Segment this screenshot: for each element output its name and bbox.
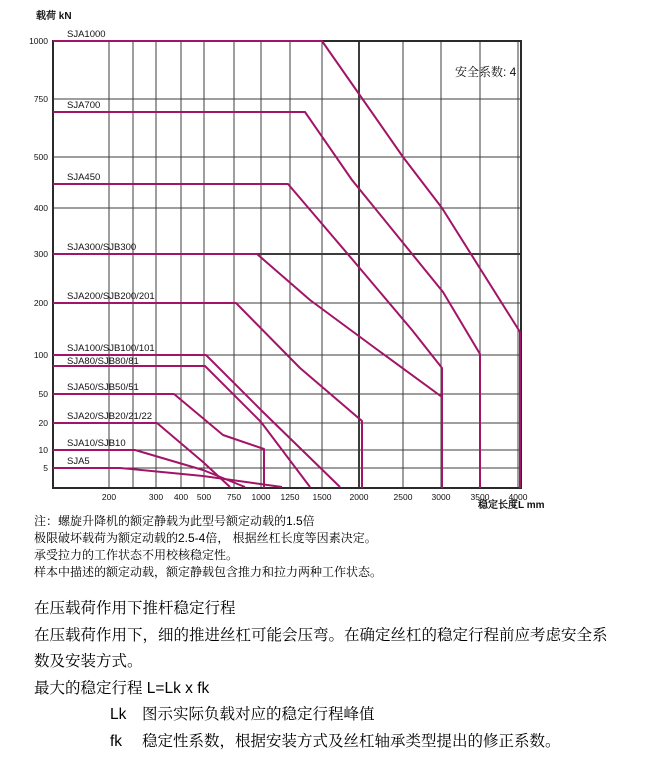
note-line: 注：螺旋升降机的额定静载为此型号额定动载的1.5倍 <box>34 514 315 528</box>
term-definition: 稳定性系数，根据安装方式及丝杠轴承类型提出的修正系数。 <box>142 732 561 750</box>
safety-factor-note: 安全系数: 4 <box>455 65 517 79</box>
term-definition: 图示实际负载对应的稳定行程峰值 <box>142 706 375 723</box>
section-formula: 最大的稳定行程 L=Lk x fk <box>34 679 210 697</box>
x-tick-label: 500 <box>196 492 212 502</box>
y-tick-label: 20 <box>38 418 48 428</box>
y-tick-label: 300 <box>33 249 48 259</box>
curve-SJA20 <box>53 423 230 487</box>
note-line: 样本中描述的额定动载，额定静载包含推力和拉力两种工作状态。 <box>34 565 383 579</box>
curve-label: SJA20/SJB20/21/22 <box>67 411 153 422</box>
x-tick-label: 300 <box>148 492 164 502</box>
term-symbol: fk <box>110 732 123 750</box>
y-tick-label: 100 <box>33 350 48 360</box>
chart-notes <box>34 513 634 581</box>
x-tick-label: 400 <box>173 492 189 502</box>
note-line: 承受拉力的工作状态不用校核稳定性。 <box>34 548 239 562</box>
section-heading: 在压载荷作用下推杆稳定行程 <box>34 600 236 617</box>
term-row-lk <box>110 702 649 729</box>
curve-SJA5 <box>53 468 282 487</box>
y-tick-label: 10 <box>38 445 48 455</box>
curve-SJA300 <box>53 254 442 488</box>
x-tick-label: 1250 <box>280 492 300 502</box>
curve-label: SJA450 <box>67 172 101 183</box>
x-tick-label: 1000 <box>251 492 271 502</box>
y-tick-label: 200 <box>33 298 48 308</box>
curve-label: SJA700 <box>67 100 101 111</box>
x-tick-label: 3000 <box>431 492 451 502</box>
curve-label: SJA100/SJB100/101 <box>67 343 155 354</box>
curve-label: SJA1000 <box>67 29 106 40</box>
y-axis-title: 载荷 kN <box>36 11 72 22</box>
x-tick-label: 1500 <box>312 492 332 502</box>
note-line: 极限破坏载荷为额定动载的2.5-4倍， 根据丝杠长度等因素决定。 <box>34 531 377 545</box>
y-tick-label: 500 <box>33 152 48 162</box>
curve-label: SJA50/SJB50/51 <box>67 382 139 393</box>
x-tick-label: 200 <box>101 492 117 502</box>
y-tick-label: 400 <box>33 203 48 213</box>
x-tick-label: 2500 <box>393 492 413 502</box>
curve-label: SJA5 <box>67 456 90 467</box>
x-tick-label: 4000 <box>508 492 528 502</box>
x-tick-label: 750 <box>226 492 242 502</box>
curve-SJA200 <box>53 303 362 488</box>
y-tick-label: 50 <box>38 389 48 399</box>
section-body-line: 在压载荷作用下，细的推进丝杠可能会压弯。在确定丝杠的稳定行程前应考虑安全系 <box>34 626 608 644</box>
curve-label: SJA300/SJB300 <box>67 242 137 253</box>
x-tick-label: 2000 <box>349 492 369 502</box>
curve-label: SJA10/SJB10 <box>67 438 126 449</box>
stability-stroke-section <box>34 596 649 755</box>
section-body-line: 数及安装方式。 <box>34 653 143 670</box>
curve-label: SJA200/SJB200/201 <box>67 291 155 302</box>
term-row-fk <box>110 729 649 756</box>
x-axis-title: 稳定长度L mm <box>478 500 545 511</box>
y-tick-label: 1000 <box>29 36 48 46</box>
curve-label: SJA80/SJB80/81 <box>67 356 139 367</box>
y-tick-label: 5 <box>43 463 48 473</box>
term-symbol: Lk <box>110 706 127 723</box>
y-tick-label: 750 <box>33 94 48 104</box>
x-tick-label: 3500 <box>470 492 490 502</box>
